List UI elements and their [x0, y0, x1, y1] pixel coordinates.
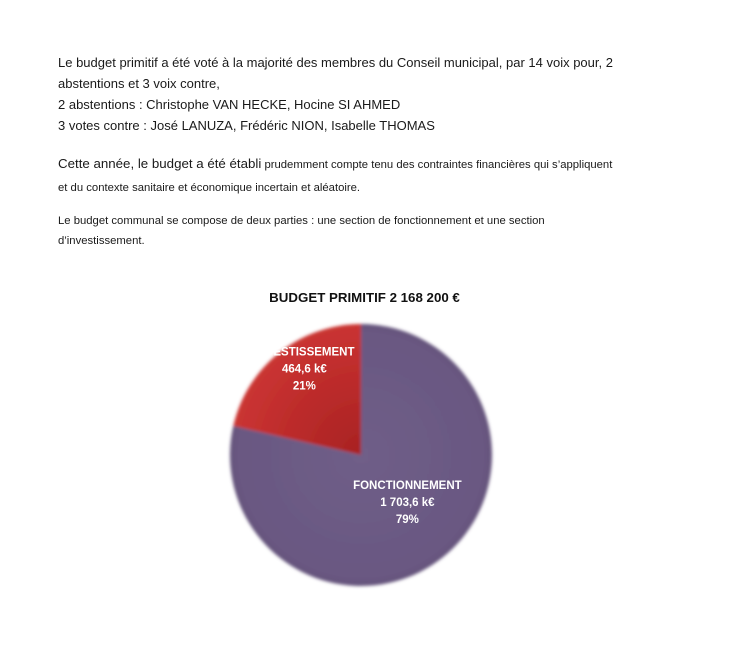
- fonctionnement-percent-label: 79%: [395, 514, 419, 527]
- composition-line-1: Le budget communal se compose de deux parties : une section de fonctionnement et une section: [58, 215, 545, 227]
- context-text-large: Cette année, le budget a été établi: [58, 156, 262, 171]
- vote-line-1: Le budget primitif a été voté à la majorité des membres du Conseil municipal, par 14 voix pour, 2: [58, 55, 613, 70]
- investissement-value-label: 464,6 k€: [281, 363, 327, 376]
- context-text-small: prudemment compte tenu des contraintes financières qui s’appliquent: [261, 159, 613, 171]
- vote-line-2: abstentions et 3 voix contre,: [58, 76, 220, 91]
- chart-title: BUDGET PRIMITIF 2 168 200 €: [269, 290, 460, 305]
- context-line-2: et du contexte sanitaire et économique incertain et aléatoire.: [58, 182, 361, 194]
- abstentions-line: 2 abstentions : Christophe VAN HECKE, Hocine SI AHMED: [58, 97, 401, 112]
- votes-against-line: 3 votes contre : José LANUZA, Frédéric NION, Isabelle THOMAS: [58, 118, 435, 133]
- investissement-label: INVESTISSEMENT: [254, 346, 355, 359]
- fonctionnement-value-label: 1 703,6 k€: [380, 497, 435, 510]
- investissement-percent-label: 21%: [292, 380, 316, 393]
- composition-line-2: d’investissement.: [58, 235, 145, 247]
- fonctionnement-label: FONCTIONNEMENT: [353, 480, 462, 493]
